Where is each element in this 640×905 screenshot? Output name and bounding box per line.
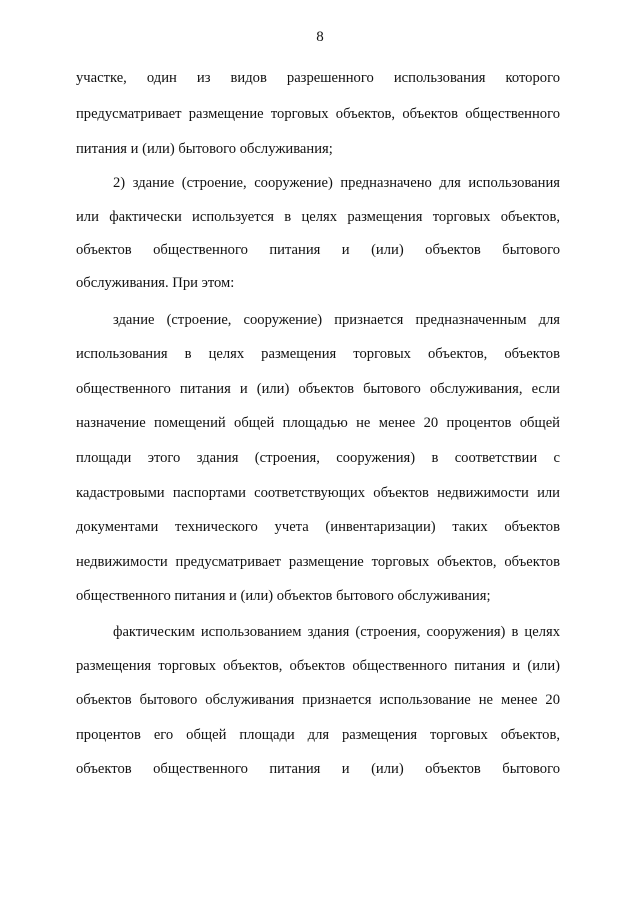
text-line: участке, один из видов разрешенного использования которого [76,70,560,86]
text-line: кадастровыми паспортами соответствующих объектов недвижимости или [76,485,560,501]
text-line: общественного питания и (или) объектов бытового обслуживания; [76,588,491,604]
page-number: 8 [316,29,324,45]
text-line: размещения торговых объектов, объектов общественного питания и (или) [76,658,560,674]
text-line: обслуживания. При этом: [76,275,235,291]
text-line: использования в целях размещения торговых объектов, объектов [76,346,560,362]
text-line: общественного питания и (или) объектов бытового обслуживания, если [76,381,560,397]
text-line: объектов общественного питания и (или) объектов бытового [76,242,560,258]
text-line: процентов его общей площади для размещения торговых объектов, [76,727,560,743]
text-line: площади этого здания (строения, сооружения) в соответствии с [76,450,560,466]
text-line: питания и (или) бытового обслуживания; [76,141,333,157]
text-line: здание (строение, сооружение) признается предназначенным для [113,312,560,328]
text-line: объектов общественного питания и (или) объектов бытового [76,761,560,777]
text-line: фактическим использованием здания (строения, сооружения) в целях [113,624,560,640]
text-line: объектов бытового обслуживания признается использование не менее 20 [76,692,560,708]
text-line: 2) здание (строение, сооружение) предназначено для использования [113,175,560,191]
text-line: недвижимости предусматривает размещение торговых объектов, объектов [76,554,560,570]
text-line: предусматривает размещение торговых объектов, объектов общественного [76,106,560,122]
text-line: документами технического учета (инвентаризации) таких объектов [76,519,560,535]
text-line: или фактически используется в целях размещения торговых объектов, [76,209,560,225]
text-line: назначение помещений общей площадью не менее 20 процентов общей [76,415,560,431]
